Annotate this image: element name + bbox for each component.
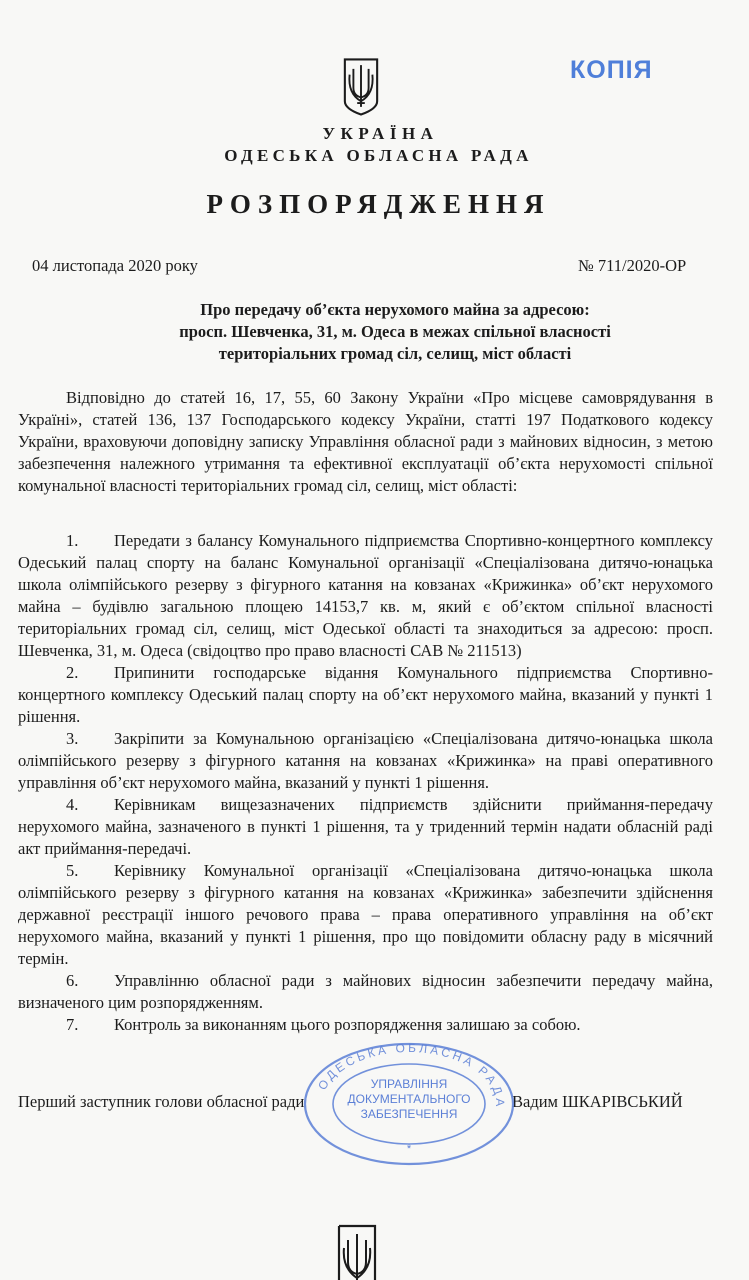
title-line-3: територіальних громад сіл, селищ, міст області bbox=[218, 344, 572, 363]
stamp-ring-text: ОДЕСЬКА ОБЛАСНА РАДА bbox=[315, 1040, 508, 1110]
list-item: 5. Керівнику Комунальної організації «Спеціалізована дитячо-юнацька школа олімпійського резерву з фігурного катання на ковзанах «Крижинка» забезпечити здійснення державної реєстрації іншого речового права – права оперативного управління на об’єкт нерухомого майна, вказаний у пункті 1 рішення, про що повідомити обласну раду в місячний термін. bbox=[18, 861, 713, 968]
document-number: № 711/2020-ОР bbox=[578, 256, 687, 275]
decision-items bbox=[18, 530, 713, 1036]
list-item: 7. Контроль за виконанням цього розпорядження залишаю за собою. bbox=[66, 1015, 581, 1034]
list-item: 2. Припинити господарське відання Комунального підприємства Спортивно-концертного комплексу Одеський палац спорту на об’єкт нерухомого майна, вказаний у пункті 1 рішення. bbox=[18, 663, 713, 726]
title-line-2: просп. Шевченка, 31, м. Одеса в межах спільної власності bbox=[179, 322, 611, 341]
intro-paragraph: Відповідно до статей 16, 17, 55, 60 Закону України «Про місцеве самоврядування в Україні», статей 136, 137 Господарського кодексу України, статті 197 Податкового кодексу України, враховуючи доповідну записку Управління обласної ради з майнових відносин, з метою забезпечення належного утримання та ефективної експлуатації об’єкта нерухомості спільної комунальної власності територіальних громад сіл, селищ, міст області: bbox=[18, 388, 713, 495]
list-item: 1. Передати з балансу Комунального підприємства Спортивно-концертного комплексу Одеський палац спорту на баланс Комунальної організації «Спеціалізована дитячо-юнацька школа олімпійського резерву з фігурного катання на ковзанах «Крижинка» об’єкт нерухомого майна – будівлю загальною площею 14153,7 кв. м, який є об’єктом спільної власності територіальних громад сіл, селищ, міст Одеської області та знаходиться за адресою: просп. Шевченка, 31, м. Одеса (свідоцтво про право власності САВ № 211513) bbox=[18, 531, 713, 660]
council-heading: ОДЕСЬКА ОБЛАСНА РАДА bbox=[224, 146, 533, 165]
stamp-line-1: УПРАВЛІННЯ bbox=[370, 1077, 448, 1091]
copy-stamp: КОПІЯ bbox=[570, 56, 653, 84]
list-item: 6. Управлінню обласної ради з майнових відносин забезпечити передачу майна, визначеного цим розпорядженням. bbox=[18, 971, 713, 1012]
stamp-line-2: ДОКУМЕНТАЛЬНОГО bbox=[347, 1092, 471, 1106]
document-date: 04 листопада 2020 року bbox=[32, 256, 198, 275]
coat-of-arms-icon bbox=[342, 54, 380, 118]
document-type-heading: РОЗПОРЯДЖЕННЯ bbox=[206, 189, 551, 219]
country-heading: УКРАЇНА bbox=[322, 124, 439, 143]
coat-of-arms-icon bbox=[335, 1222, 379, 1280]
signer-position: Перший заступник голови обласної ради bbox=[18, 1092, 305, 1111]
title-line-1: Про передачу об’єкта нерухомого майна за адресою: bbox=[200, 300, 590, 319]
list-item: 4. Керівникам вищезазначених підприємств здійснити приймання-передачу нерухомого майна, зазначеного в пункті 1 рішення, та у триденний термін надати обласній раді акт приймання-передачі. bbox=[18, 795, 713, 858]
svg-text:*: * bbox=[406, 1143, 412, 1155]
stamp-line-3: ЗАБЕЗПЕЧЕННЯ bbox=[360, 1107, 458, 1121]
official-stamp bbox=[300, 1040, 518, 1168]
list-item: 3. Закріпити за Комунальною організацією «Спеціалізована дитячо-юнацька школа олімпійського резерву з фігурного катання на ковзанах «Крижинка» на праві оперативного управління об’єкт нерухомого майна, вказаний у пункті 1 рішення. bbox=[18, 729, 713, 792]
signer-name: Вадим ШКАРІВСЬКИЙ bbox=[512, 1092, 683, 1111]
